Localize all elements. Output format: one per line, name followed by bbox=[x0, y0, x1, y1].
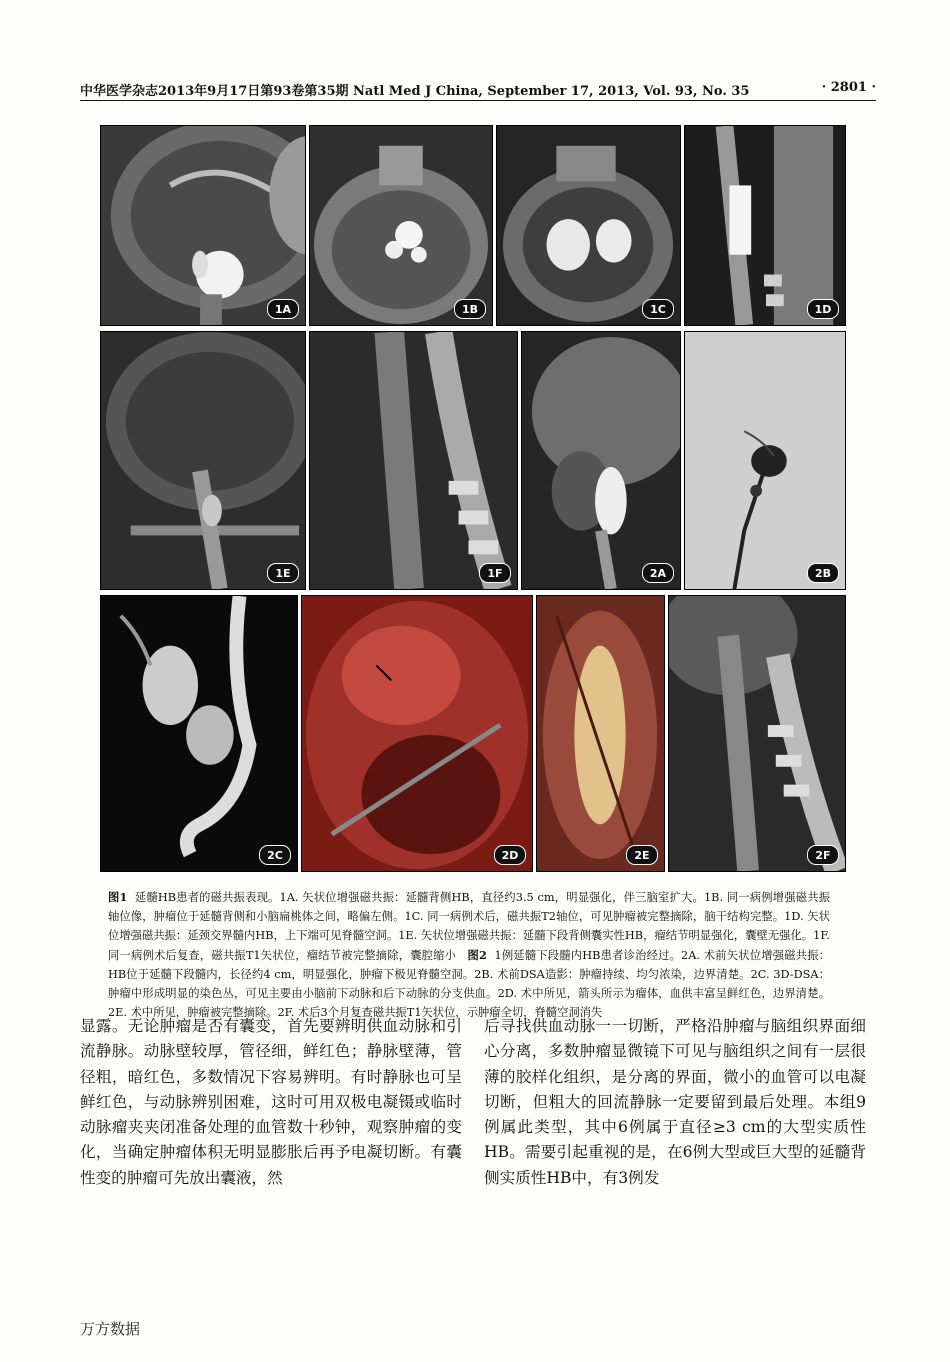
mri-sagittal-image bbox=[101, 126, 305, 325]
mri-t1-image bbox=[310, 332, 517, 589]
figure-panel-2d bbox=[301, 595, 533, 872]
figure-panel-2c bbox=[100, 595, 298, 872]
body-column-right: 后寻找供血动脉一一切断，严格沿肿瘤与脑组织界面细心分离，多数肿瘤显微镜下可见与脑组织之间有一层很薄的胶样化组织，是分离的界面，微小的血管可以电凝切断，但粗大的回流静脉一定要留到最后处理。本组9例属此类型，其中6例属于直径≥3 cm的大型实质性HB。需要引起重视的是，在6例大型或巨大型的延髓背侧实质性HB中，有3例发 bbox=[484, 1017, 866, 1187]
page-number: · 2801 · bbox=[821, 80, 876, 95]
figure-panel-1b bbox=[309, 125, 493, 326]
mri-axial-image bbox=[310, 126, 492, 325]
panel-label: 1A bbox=[267, 299, 299, 319]
mri-t1-image bbox=[669, 596, 845, 871]
figure-panel-1f bbox=[309, 331, 518, 590]
figure-panel-2e bbox=[536, 595, 665, 872]
figure-panel-1e bbox=[100, 331, 306, 590]
mri-sagittal-image bbox=[101, 332, 305, 589]
panel-label: 1B bbox=[454, 299, 486, 319]
watermark: 万方数据 bbox=[80, 1320, 141, 1338]
figure-2-text: 1例延髓下段髓内HB患者诊治经过。2A. 术前矢状位增强磁共振：HB位于延髓下段髓内，长径约4 cm，明显强化，肿瘤下极见脊髓空洞。2B. 术前DSA造影：肿瘤持续、均匀浓染，边界清楚。2C. 3D-DSA：肿瘤中形成明显的染色丛，可见主要由小脑前下动脉和后下动脉的分支供血。2D. 术中所见，箭头所示为瘤体，血供丰富呈鲜红色，边界清楚。2E. 术中所见，肿瘤被完整摘除。2F. 术后3个月复查磁共振T1矢状位，示肿瘤全切，脊髓空洞消失 bbox=[108, 948, 830, 1020]
figure-panel-2f bbox=[668, 595, 846, 872]
panel-label: 2E bbox=[626, 845, 658, 865]
figure-panel-2b bbox=[684, 331, 846, 590]
figure-panel-2a bbox=[521, 331, 681, 590]
panel-label: 2F bbox=[807, 845, 839, 865]
panel-label: 2A bbox=[642, 563, 674, 583]
panel-label: 2D bbox=[494, 845, 526, 865]
journal-citation: 中华医学杂志2013年9月17日第93卷第35期 Natl Med J China, September 17, 2013, Vol. 93, No. 35 bbox=[80, 84, 750, 99]
running-header bbox=[80, 78, 876, 102]
figure-caption bbox=[108, 888, 830, 1022]
panel-label: 2C bbox=[259, 845, 291, 865]
figure-panel-1a bbox=[100, 125, 306, 326]
panel-label: 1C bbox=[642, 299, 674, 319]
figure-1-label: 图1 bbox=[108, 890, 128, 904]
figure-2-label: 图2 bbox=[467, 947, 487, 962]
dsa-angiogram-image bbox=[685, 332, 845, 589]
figure-panel-1c bbox=[496, 125, 681, 326]
mri-t2-image bbox=[497, 126, 680, 325]
header-rule bbox=[80, 100, 876, 101]
intraop-photo-image bbox=[537, 596, 664, 871]
3d-dsa-image bbox=[101, 596, 297, 871]
panel-label: 1D bbox=[807, 299, 839, 319]
mri-cervical-image bbox=[685, 126, 845, 325]
figure-panel-1d bbox=[684, 125, 846, 326]
intraop-photo-image bbox=[302, 596, 532, 871]
panel-label: 2B bbox=[807, 563, 839, 583]
panel-label: 1F bbox=[479, 563, 511, 583]
panel-label: 1E bbox=[267, 563, 299, 583]
body-column-left: 显露。无论肿瘤是否有囊变，首先要辨明供血动脉和引流静脉。动脉壁较厚，管径细，鲜红色；静脉壁薄，管径粗，暗红色，多数情况下容易辨明。有时静脉也可呈鲜红色，与动脉辨别困难，这时可用双极电凝镊或临时动脉瘤夹夹闭准备处理的血管数十秒钟，观察肿瘤的变化，当确定肿瘤体积无明显膨胀后再予电凝切断。有囊性变的肿瘤可先放出囊液，然 bbox=[80, 1017, 462, 1187]
mri-sagittal-image bbox=[522, 332, 680, 589]
figure-1-text: 延髓HB患者的磁共振表现。1A. 矢状位增强磁共振：延髓背侧HB，直径约3.5 cm，明显强化，伴三脑室扩大。1B. 同一病例增强磁共振轴位像，肿瘤位于延髓背侧和小脑扁桃体之间，略偏左侧。1C. 同一病例术后，磁共振T2轴位，可见肿瘤被完整摘除，脑干结构完整。1D. 矢状位增强磁共振：延颈交界髓内HB，上下端可见脊髓空洞。1E. 矢状位增强磁共振：延髓下段背侧囊实性HB，瘤结节明显强化，囊壁无强化。1F. 同一病例术后复查，磁共振T1矢状位，瘤结节被完整摘除，囊腔缩小 bbox=[108, 891, 830, 962]
